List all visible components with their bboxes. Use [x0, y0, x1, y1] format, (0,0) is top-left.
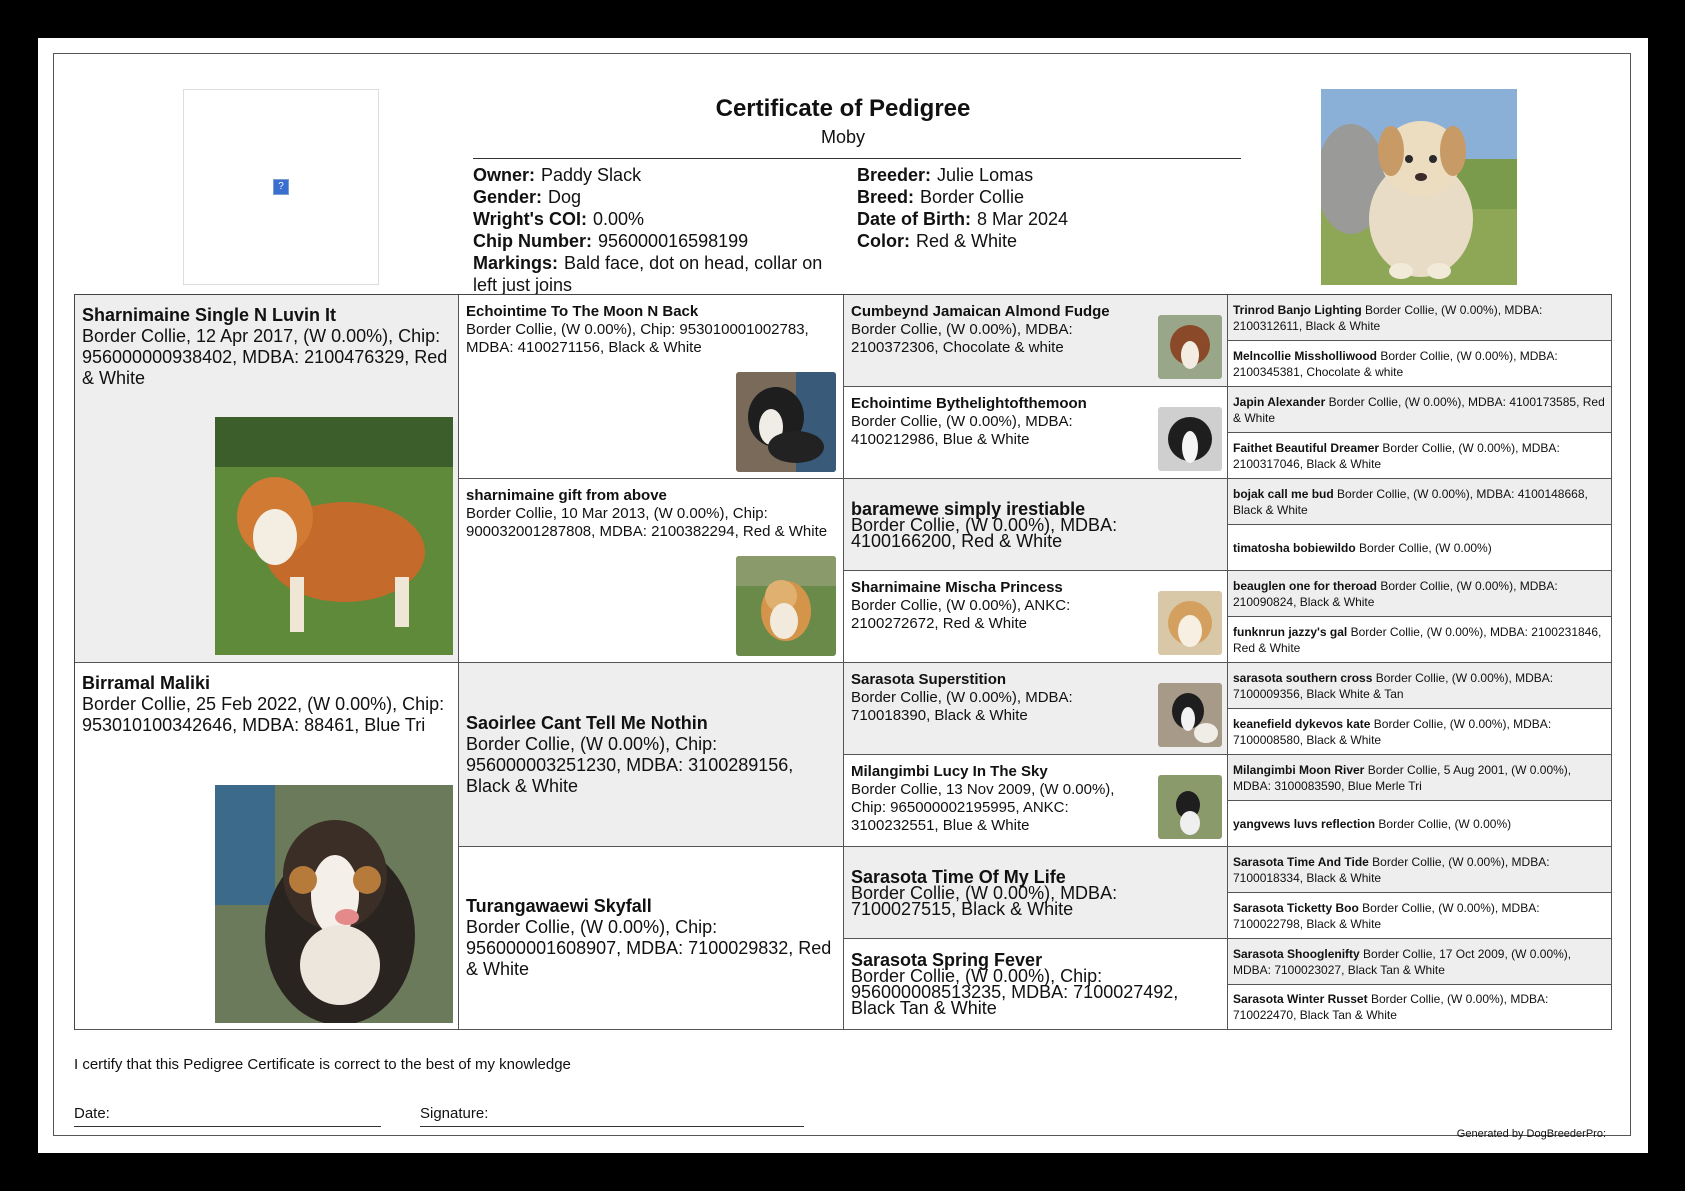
title-divider: [473, 158, 1241, 159]
info-right: [857, 164, 1237, 252]
gen3-cell-6: [844, 755, 1228, 847]
gen4-cell-8: funknrun jazzy's gal Border Collie, (W 0.00%), MDBA: 2100231846, Red & White: [1228, 617, 1612, 663]
gen4-cell-16: Sarasota Winter Russet Border Collie, (W 0.00%), MDBA: 710022470, Black Tan & White: [1228, 985, 1612, 1030]
gen2-photo-2: [736, 556, 836, 656]
gen3-details-2: Border Collie, (W 0.00%), MDBA: 4100212986, Blue & White: [851, 413, 1073, 448]
gen4-cell-13: Sarasota Time And Tide Border Collie, (W 0.00%), MDBA: 7100018334, Black & White: [1228, 847, 1612, 893]
gen3-details-6: Border Collie, 13 Nov 2009, (W 0.00%), Chip: 965000002195995, ANKC: 3100232551, Blue & White: [851, 781, 1115, 834]
gen4-cell-9: sarasota southern cross Border Collie, (W 0.00%), MDBA: 7100009356, Black White & Tan: [1228, 663, 1612, 709]
gen2-cell-3: [459, 663, 844, 847]
gen4-cell-10: keanefield dykevos kate Border Collie, (W 0.00%), MDBA: 7100008580, Black & White: [1228, 709, 1612, 755]
signature-line: [420, 1126, 804, 1127]
gen3-details-3: Border Collie, (W 0.00%), MDBA: 4100166200, Red & White: [851, 514, 1118, 551]
gender-row: Gender: Dog: [473, 187, 582, 207]
gen3-cell-3: [844, 479, 1228, 571]
gen3-cell-4: [844, 571, 1228, 663]
gen2-cell-1: [459, 295, 844, 479]
gen2-name-2: sharnimaine gift from above: [466, 487, 667, 504]
date-line: [74, 1126, 381, 1127]
gen4-cell-3: Japin Alexander Border Collie, (W 0.00%), MDBA: 4100173585, Red & White: [1228, 387, 1612, 433]
gen3-cell-8: [844, 939, 1228, 1030]
gen3-cell-2: [844, 387, 1228, 479]
gen2-name-1: Echointime To The Moon N Back: [466, 303, 699, 320]
gen3-details-8: Border Collie, (W 0.00%), Chip: 956000008513235, MDBA: 7100027492, Black Tan & White: [851, 966, 1179, 1018]
gen3-name-8: Sarasota Spring Fever: [851, 950, 1043, 970]
gen3-photo-2: [1158, 407, 1222, 471]
generated-by: Generated by DogBreederPro:: [1456, 1128, 1606, 1140]
signature-label: Signature:: [420, 1105, 489, 1122]
gen3-details-7: Border Collie, (W 0.00%), MDBA: 7100027515, Black & White: [851, 882, 1118, 919]
gen3-name-2: Echointime Bythelightofthemoon: [851, 395, 1087, 412]
breed-row: Breed: Border Collie: [857, 187, 1025, 207]
gen3-photo-4: [1158, 591, 1222, 655]
owner-row: Owner: Paddy Slack: [473, 165, 642, 185]
dam-cell: [75, 663, 459, 1030]
gen4-cell-11: Milangimbi Moon River Border Collie, 5 Aug 2001, (W 0.00%), MDBA: 3100083590, Blue Merle Tri: [1228, 755, 1612, 801]
gen3-photo-1: [1158, 315, 1222, 379]
gen4-cell-4: Faithet Beautiful Dreamer Border Collie, (W 0.00%), MDBA: 2100317046, Black & White: [1228, 433, 1612, 479]
gen2-cell-2: [459, 479, 844, 663]
gen4-cell-7: beauglen one for theroad Border Collie, (W 0.00%), MDBA: 210090824, Black & White: [1228, 571, 1612, 617]
info-left: [473, 164, 843, 296]
gen3-details-5: Border Collie, (W 0.00%), MDBA: 710018390, Black & White: [851, 689, 1073, 724]
gen2-details-4: Border Collie, (W 0.00%), Chip: 956000001608907, MDBA: 7100029832, Red & White: [466, 917, 832, 979]
gen3-name-1: Cumbeynd Jamaican Almond Fudge: [851, 303, 1110, 320]
dam-photo: [215, 785, 453, 1023]
gen4-cell-1: Trinrod Banjo Lighting Border Collie, (W 0.00%), MDBA: 2100312611, Black & White: [1228, 295, 1612, 341]
gen2-cell-4: [459, 847, 844, 1030]
sire-photo: [215, 417, 453, 655]
gen3-photo-6: [1158, 775, 1222, 839]
chip-row: Chip Number: 956000016598199: [473, 231, 749, 251]
gen4-cell-12: yangvews luvs reflection Border Collie, (W 0.00%): [1228, 801, 1612, 847]
sire-name: Sharnimaine Single N Luvin It: [82, 305, 337, 325]
gen2-details-3: Border Collie, (W 0.00%), Chip: 956000003251230, MDBA: 3100289156, Black & White: [466, 733, 794, 796]
breeder-row: Breeder: Julie Lomas: [857, 165, 1034, 185]
certificate-sheet: [38, 38, 1648, 1153]
gen4-cell-6: timatosha bobiewildo Border Collie, (W 0.00%): [1228, 525, 1612, 571]
certificate-title: Certificate of Pedigree: [715, 95, 971, 122]
gen4-cell-14: Sarasota Ticketty Boo Border Collie, (W 0.00%), MDBA: 7100022798, Black & White: [1228, 893, 1612, 939]
gen2-photo-1: [736, 372, 836, 472]
color-row: Color: Red & White: [857, 231, 1018, 251]
sire-cell: [75, 295, 459, 663]
gen3-cell-5: [844, 663, 1228, 755]
gen4-cell-2: Melncollie Missholliwood Border Collie, (W 0.00%), MDBA: 2100345381, Chocolate & white: [1228, 341, 1612, 387]
sire-details: Border Collie, 12 Apr 2017, (W 0.00%), Chip: 956000000938402, MDBA: 2100476329, Red & White: [82, 326, 448, 388]
coi-row: Wright's COI: 0.00%: [473, 209, 644, 229]
gen3-name-4: Sharnimaine Mischa Princess: [851, 579, 1063, 596]
gen3-name-5: Sarasota Superstition: [851, 671, 1007, 688]
markings-row: Markings: Bald face, dot on head, collar on left just joins: [473, 253, 823, 295]
gen4-cell-15: Sarasota Shooglenifty Border Collie, 17 Oct 2009, (W 0.00%), MDBA: 7100023027, Black Tan & White: [1228, 939, 1612, 985]
gen3-name-3: baramewe simply irestiable: [851, 498, 1086, 519]
gen2-name-4: Turangawaewi Skyfall: [466, 896, 652, 916]
gen2-details-1: Border Collie, (W 0.00%), Chip: 953010001002783, MDBA: 4100271156, Black & White: [466, 321, 809, 356]
puppy-photo: [1321, 89, 1517, 285]
gen3-details-4: Border Collie, (W 0.00%), ANKC: 2100272672, Red & White: [851, 597, 1071, 632]
gen4-cell-5: bojak call me bud Border Collie, (W 0.00%), MDBA: 4100148668, Black & White: [1228, 479, 1612, 525]
date-label: Date:: [74, 1105, 110, 1122]
gen3-details-1: Border Collie, (W 0.00%), MDBA: 2100372306, Chocolate & white: [851, 321, 1073, 356]
certificate-frame: [53, 53, 1631, 1140]
dob-row: Date of Birth: 8 Mar 2024: [857, 209, 1069, 229]
gen2-name-3: Saoirlee Cant Tell Me Nothin: [466, 712, 708, 733]
gen3-name-6: Milangimbi Lucy In The Sky: [851, 763, 1048, 780]
gen3-name-7: Sarasota Time Of My Life: [851, 866, 1066, 887]
dam-details: Border Collie, 25 Feb 2022, (W 0.00%), Chip: 953010100342646, MDBA: 88461, Blue Tri: [82, 694, 445, 735]
gen3-cell-7: [844, 847, 1228, 939]
broken-image-icon: ?: [273, 179, 289, 195]
certification-statement: I certify that this Pedigree Certificate is correct to the best of my knowledge: [74, 1056, 571, 1073]
dam-name: Birramal Maliki: [82, 673, 211, 693]
pedigree-table: [74, 294, 1612, 1030]
gen3-cell-1: [844, 295, 1228, 387]
dog-name: Moby: [820, 127, 865, 147]
gen3-photo-5: [1158, 683, 1222, 747]
gen2-details-2: Border Collie, 10 Mar 2013, (W 0.00%), Chip: 900032001287808, MDBA: 2100382294, Red & White: [466, 505, 828, 540]
